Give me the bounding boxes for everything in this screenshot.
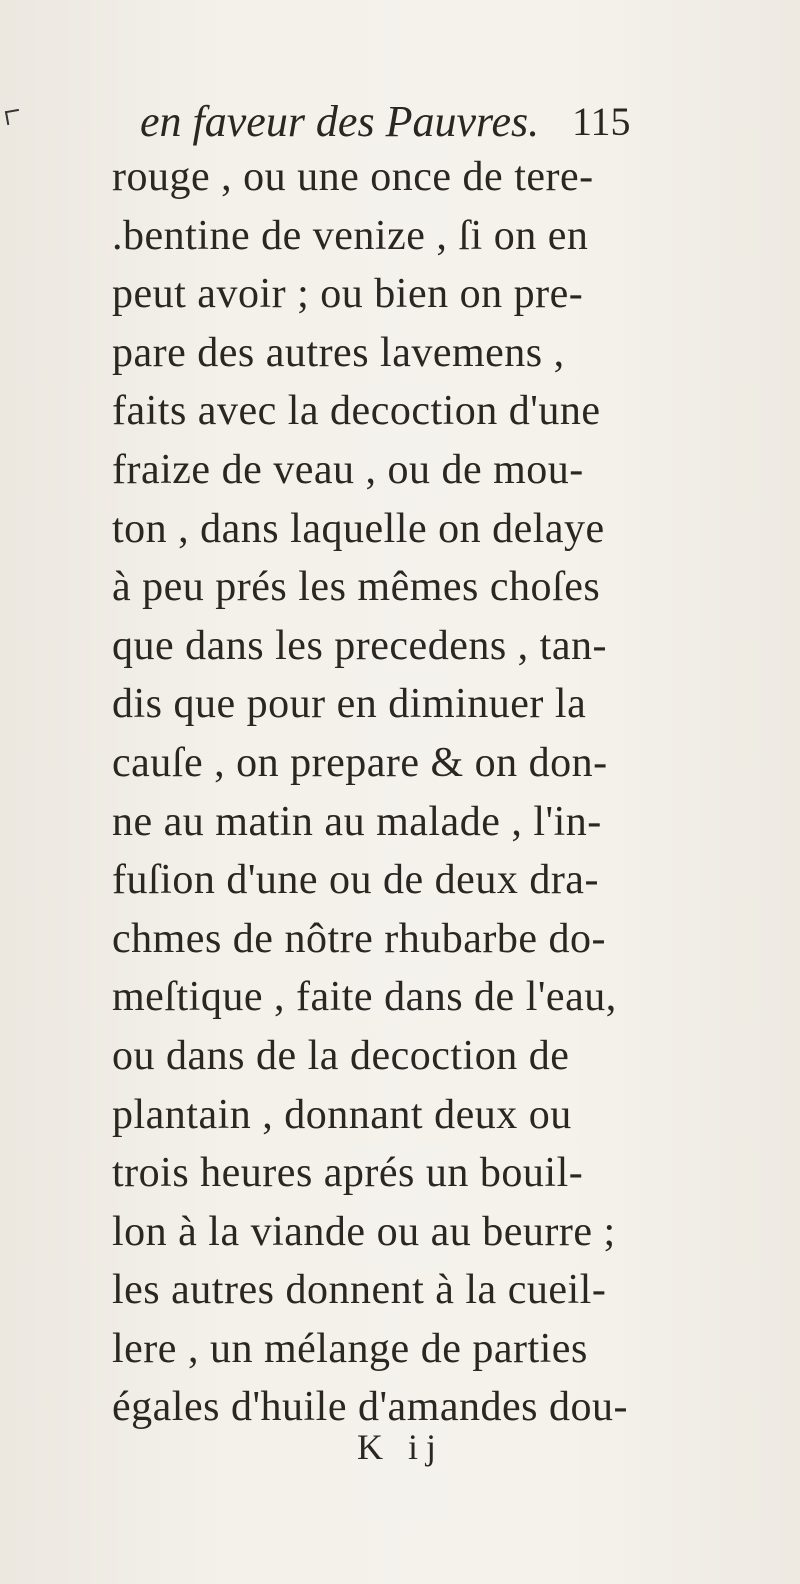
- text-line: fraize de veau , ou de mou-: [112, 446, 584, 493]
- corner-mark: [5, 109, 21, 125]
- text-line: dis que pour en diminuer la: [112, 681, 587, 728]
- text-line: ou dans de la decoction de: [112, 1032, 570, 1079]
- text-line: rouge , ou une once de tere-: [112, 154, 594, 200]
- text-line: peut avoir ; ou bien on pre-: [112, 271, 584, 318]
- text-line: .bentine de venize , ſi on en: [112, 212, 589, 259]
- text-line: ne au matin au malade , l'in-: [112, 798, 602, 845]
- text-line: trois heures aprés un bouil-: [112, 1150, 584, 1197]
- text-line: faits avec la decoction d'une: [112, 388, 601, 435]
- page-number: 115: [572, 99, 631, 144]
- page-header: [140, 92, 630, 152]
- text-line: les autres donnent à la cueil-: [112, 1267, 607, 1314]
- signature-mark: K ij: [357, 1427, 445, 1467]
- text-line: meſtique , faite dans de l'eau,: [112, 974, 617, 1021]
- text-line: à peu prés les mêmes choſes: [112, 564, 601, 611]
- text-line: pare des autres lavemens ,: [112, 329, 565, 376]
- body-text: [112, 148, 672, 1437]
- text-line: lon à la viande ou au beurre ;: [112, 1208, 616, 1255]
- text-line: cauſe , on prepare & on don-: [112, 739, 608, 786]
- text-line: fuſion d'une ou de deux dra-: [112, 857, 599, 904]
- running-title: en faveur des Pauvres.: [140, 97, 540, 146]
- text-line: plantain , donnant deux ou: [112, 1091, 572, 1138]
- text-line: égales d'huile d'amandes dou-: [112, 1384, 628, 1431]
- text-line: chmes de nôtre rhubarbe do-: [112, 915, 606, 962]
- text-line: que dans les precedens , tan-: [112, 622, 607, 669]
- text-line: ton , dans laquelle on delaye: [112, 505, 605, 552]
- text-line: lere , un mélange de parties: [112, 1325, 588, 1372]
